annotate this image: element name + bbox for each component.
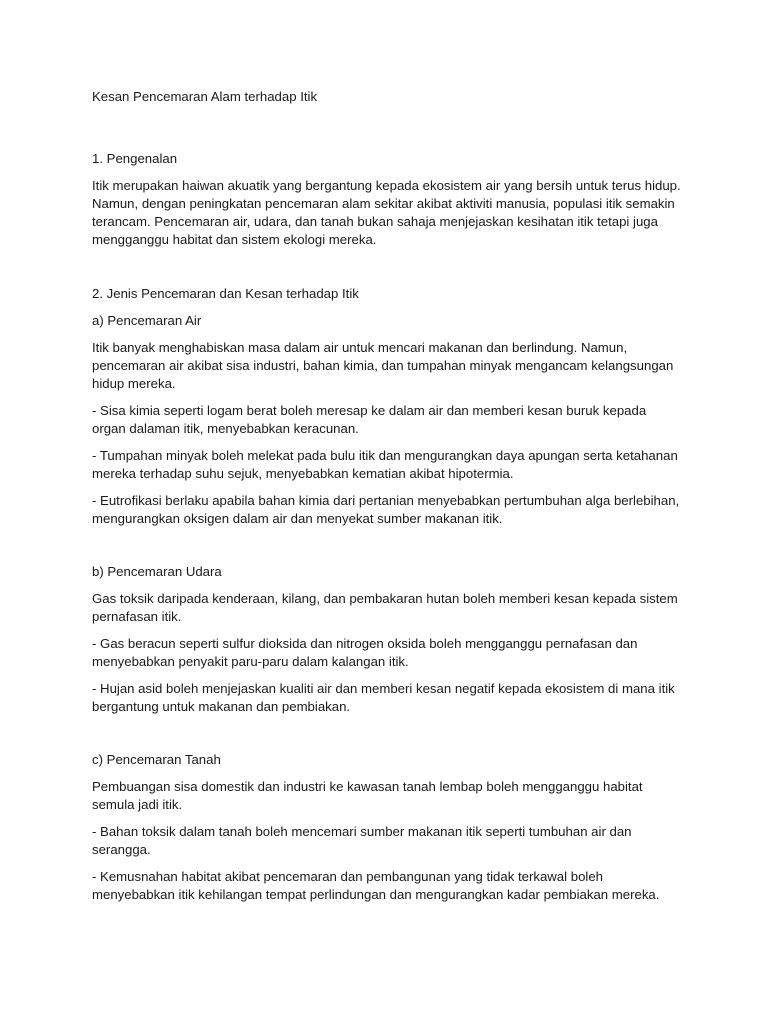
bullet-point: - Eutrofikasi berlaku apabila bahan kimia dari pertanian menyebabkan pertumbuhan alga berlebihan, mengurangkan oksigen dalam air dan menyekat sumber makanan itik. [92,493,680,526]
paragraph-air-intro: Itik banyak menghabiskan masa dalam air untuk mencari makanan dan berlindung. Namun, pencemaran air akibat sisa industri, bahan kimia, dan tumpahan minyak mengancam kelangsungan hidup mereka. [92,340,674,391]
bullet-point: - Gas beracun seperti sulfur dioksida dan nitrogen oksida boleh mengganggu pernafasan dan menyebabkan penyakit paru-paru dalam kalangan itik. [92,636,638,669]
subheading-pencemaran-air: a) Pencemaran Air [92,313,202,328]
document-body [92,88,682,904]
bullet-point: - Sisa kimia seperti logam berat boleh meresap ke dalam air dan memberi kesan buruk kepada organ dalaman itik, menyebabkan keracunan. [92,403,647,436]
paragraph-tanah-intro: Pembuangan sisa domestik dan industri ke kawasan tanah lembap boleh mengganggu habitat semula jadi itik. [92,779,643,812]
paragraph-udara-intro: Gas toksik daripada kenderaan, kilang, dan pembakaran hutan boleh memberi kesan kepada sistem pernafasan itik. [92,591,678,624]
section-heading-pengenalan: 1. Pengenalan [92,151,178,166]
document-title: Kesan Pencemaran Alam terhadap Itik [92,89,318,104]
paragraph-pengenalan: Itik merupakan haiwan akuatik yang bergantung kepada ekosistem air yang bersih untuk terus hidup. Namun, dengan peningkatan pencemaran alam sekitar akibat aktiviti manusia, populasi itik semakin terancam. Pencemaran air, udara, dan tanah bukan sahaja menjejaskan kesihatan itik tetapi juga mengganggu habitat dan sistem ekologi mereka. [92,178,681,247]
bullet-point: - Tumpahan minyak boleh melekat pada bulu itik dan mengurangkan daya apungan serta ketahanan mereka terhadap suhu sejuk, menyebabkan kematian akibat hipotermia. [92,448,678,481]
bullet-point: - Kemusnahan habitat akibat pencemaran dan pembangunan yang tidak terkawal boleh menyebabkan itik kehilangan tempat perlindungan dan mengurangkan kadar pembiakan mereka. [92,869,660,902]
bullet-point: - Bahan toksik dalam tanah boleh mencemari sumber makanan itik seperti tumbuhan air dan serangga. [92,824,632,857]
subheading-pencemaran-tanah: c) Pencemaran Tanah [92,752,221,767]
section-heading-jenis-pencemaran: 2. Jenis Pencemaran dan Kesan terhadap Itik [92,286,359,301]
bullet-point: - Hujan asid boleh menjejaskan kualiti air dan memberi kesan negatif kepada ekosistem di mana itik bergantung untuk makanan dan pembiakan. [92,681,675,714]
subheading-pencemaran-udara: b) Pencemaran Udara [92,564,222,579]
